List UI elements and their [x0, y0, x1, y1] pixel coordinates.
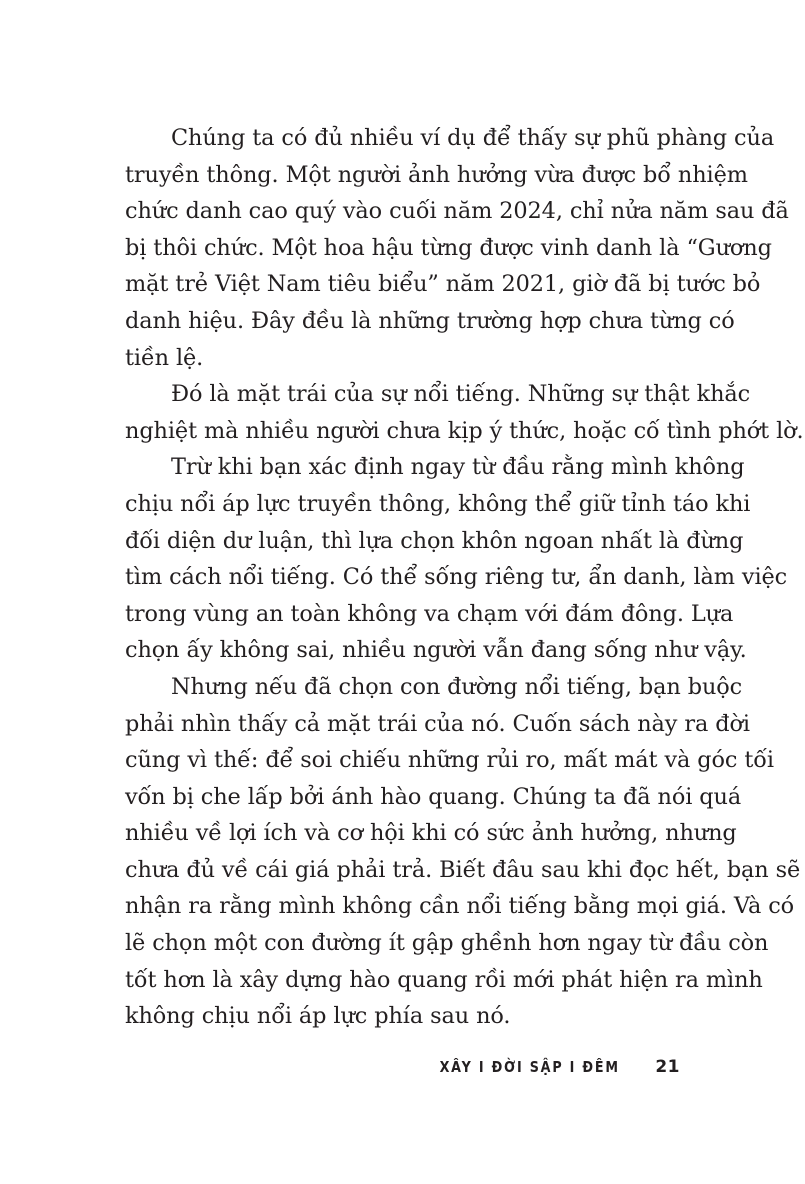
text-line: nhiều về lợi ích và cơ hội khi có sức ảnh hưởng, nhưng — [125, 820, 737, 847]
paragraph — [125, 376, 804, 449]
text-line: chịu nổi áp lực truyền thông, không thể giữ tỉnh táo khi — [125, 490, 751, 517]
text-line: truyền thông. Một người ảnh hưởng vừa được bổ nhiệm — [125, 161, 748, 188]
text-line: chức danh cao quý vào cuối năm 2024, chỉ nửa năm sau đã — [125, 198, 789, 225]
text-line: bị thôi chức. Một hoa hậu từng được vinh danh là “Gương — [125, 234, 772, 261]
text-line: Trừ khi bạn xác định ngay từ đầu rằng mình không — [171, 454, 745, 481]
body-text — [125, 120, 804, 1035]
text-line: chọn ấy không sai, nhiều người vẫn đang sống như vậy. — [125, 637, 747, 664]
text-line: tìm cách nổi tiếng. Có thể sống riêng tư, ẩn danh, làm việc — [125, 564, 788, 591]
page-number: 21 — [655, 1057, 680, 1077]
running-head: XÂY I ĐỜI SẬP I ĐÊM — [439, 1058, 620, 1076]
text-line: Nhưng nếu đã chọn con đường nổi tiếng, bạn buộc — [171, 673, 743, 700]
paragraph — [125, 449, 788, 669]
text-line: lẽ chọn một con đường ít gập ghềnh hơn ngay từ đầu còn — [125, 930, 769, 957]
text-line: mặt trẻ Việt Nam tiêu biểu” năm 2021, giờ đã bị tước bỏ — [125, 271, 761, 298]
text-line: trong vùng an toàn không va chạm với đám đông. Lựa — [125, 600, 734, 627]
text-line: đối diện dư luận, thì lựa chọn khôn ngoan nhất là đừng — [125, 527, 744, 554]
text-line: danh hiệu. Đây đều là những trường hợp chưa từng có — [125, 307, 735, 334]
text-line: chưa đủ về cái giá phải trả. Biết đâu sau khi đọc hết, bạn sẽ — [125, 856, 801, 883]
paragraph — [125, 669, 801, 1035]
text-line: tốt hơn là xây dựng hào quang rồi mới phát hiện ra mình — [125, 966, 763, 993]
text-line: không chịu nổi áp lực phía sau nó. — [125, 1003, 511, 1030]
text-line: nhận ra rằng mình không cần nổi tiếng bằng mọi giá. Và có — [125, 893, 795, 920]
text-line: vốn bị che lấp bởi ánh hào quang. Chúng ta đã nói quá — [125, 783, 742, 810]
paragraph — [125, 120, 789, 376]
text-line: phải nhìn thấy cả mặt trái của nó. Cuốn sách này ra đời — [125, 710, 750, 737]
text-line: cũng vì thế: để soi chiếu những rủi ro, mất mát và góc tối — [125, 747, 774, 774]
text-line: nghiệt mà nhiều người chưa kịp ý thức, hoặc cố tình phớt lờ. — [125, 417, 804, 444]
text-line: Đó là mặt trái của sự nổi tiếng. Những sự thật khắc — [171, 381, 751, 408]
page-footer — [439, 1052, 680, 1082]
text-line: tiền lệ. — [125, 344, 204, 371]
text-line: Chúng ta có đủ nhiều ví dụ để thấy sự phũ phàng của — [171, 125, 775, 151]
